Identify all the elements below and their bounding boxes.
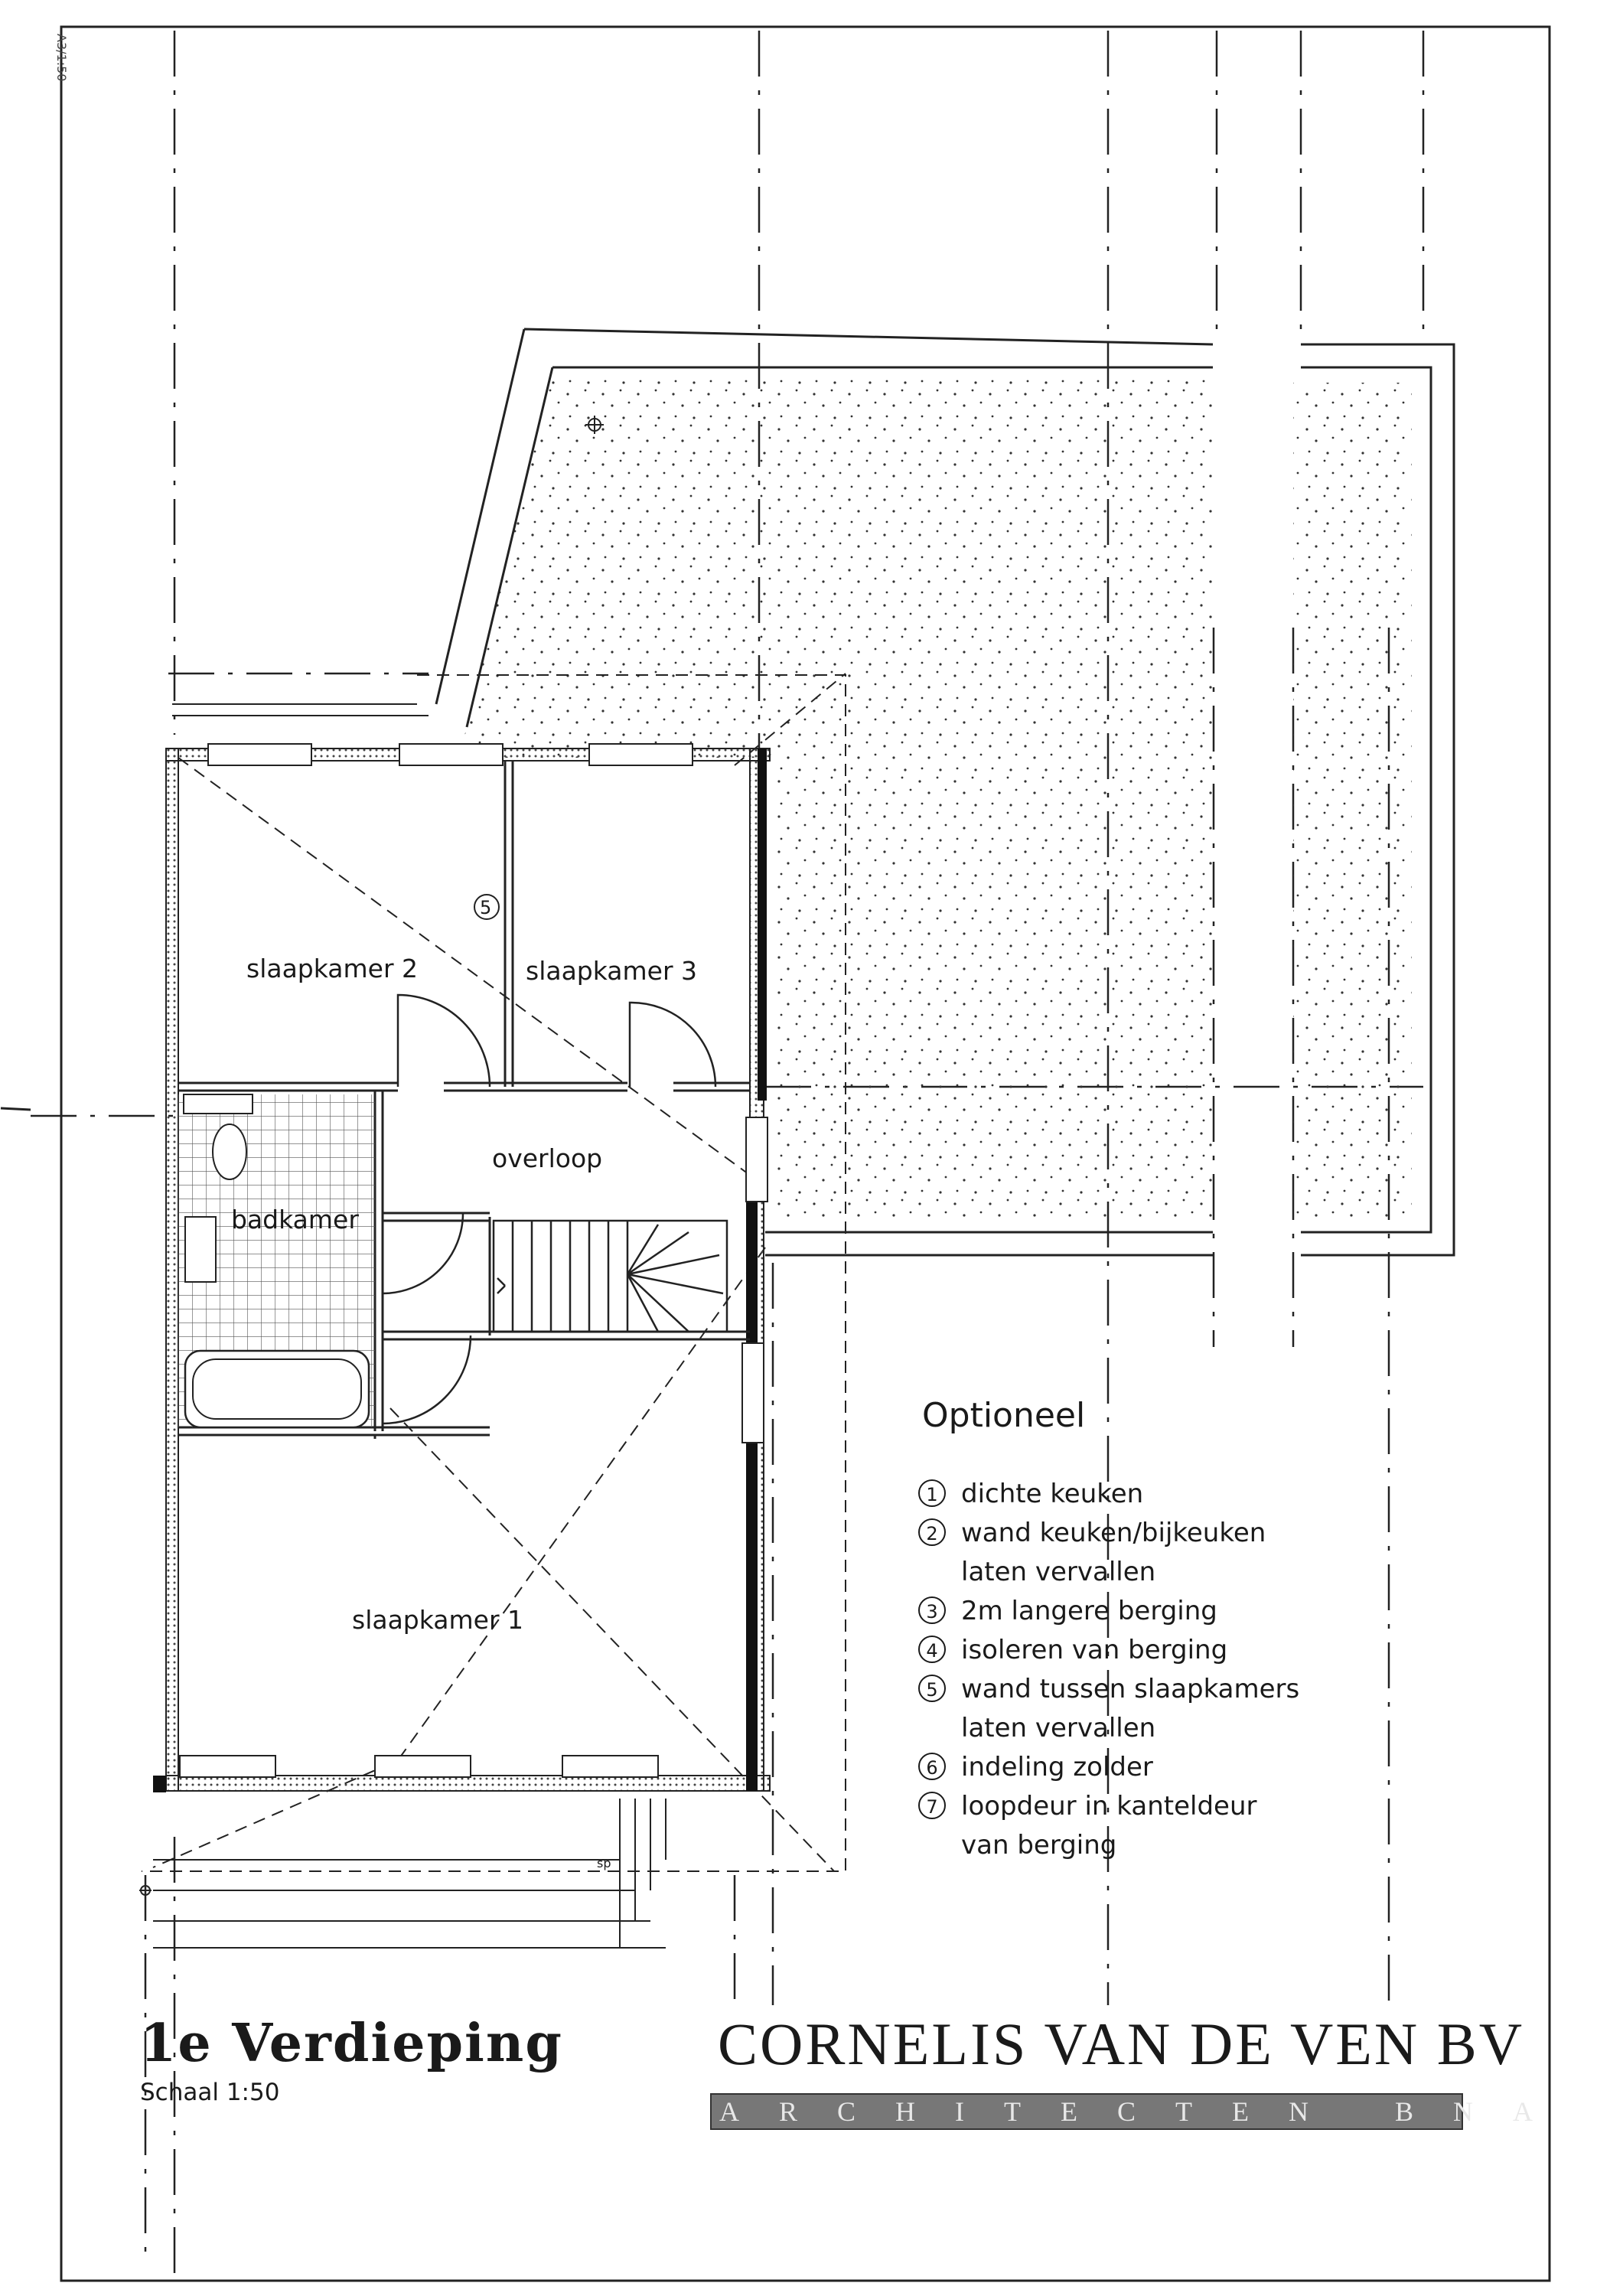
item-text: loopdeur in kanteldeur van berging: [961, 1791, 1257, 1861]
sp-note: sp: [597, 1856, 611, 1870]
dimension-lines: [153, 1799, 666, 1948]
item-number: 3: [918, 1596, 946, 1624]
item-text: dichte keuken: [961, 1479, 1144, 1509]
item-number: 2: [918, 1518, 946, 1546]
item-number: 4: [918, 1636, 946, 1663]
optional-item: [918, 1748, 1390, 1787]
item-text: isoleren van berging: [961, 1635, 1228, 1665]
optional-item: [918, 1670, 1390, 1748]
drawing-scale: Schaal 1:50: [140, 2079, 280, 2106]
item-text: indeling zolder: [961, 1752, 1153, 1782]
marker-5: [474, 895, 499, 919]
item-number: 7: [918, 1792, 946, 1819]
room-label-landing: overloop: [492, 1143, 603, 1173]
item-text: 2m langere berging: [961, 1596, 1217, 1626]
optional-item: [918, 1631, 1390, 1670]
item-number: 5: [918, 1675, 946, 1702]
optional-item: [918, 1592, 1390, 1631]
drawing-title: 1e Verdieping: [140, 2013, 563, 2074]
bathroom-fixtures: [178, 1094, 375, 1427]
staircase: [494, 1221, 727, 1332]
room-label-bathroom: badkamer: [231, 1205, 359, 1234]
firm-subtitle: ARCHITECTEN BNA: [719, 2096, 1572, 2127]
optional-item: [918, 1514, 1390, 1592]
room-label-bedroom2: slaapkamer 2: [246, 954, 419, 983]
optional-list: [918, 1475, 1390, 1865]
firm-name: CORNELIS VAN DE VEN BV: [718, 2011, 1525, 2077]
corner-note: A3/1:50: [54, 34, 69, 82]
optional-item: [918, 1787, 1390, 1865]
svg-text:5: 5: [480, 897, 492, 918]
optional-item: [918, 1475, 1390, 1514]
item-text: wand keuken/bijkeuken laten vervallen: [961, 1518, 1266, 1587]
item-text: wand tussen slaapkamers laten vervallen: [961, 1674, 1300, 1743]
item-number: 6: [918, 1753, 946, 1780]
doors: [383, 995, 715, 1424]
optional-title: Optioneel: [922, 1396, 1086, 1435]
room-label-bedroom1: slaapkamer 1: [352, 1605, 524, 1635]
item-number: 1: [918, 1479, 946, 1507]
room-label-bedroom3: slaapkamer 3: [526, 956, 698, 986]
